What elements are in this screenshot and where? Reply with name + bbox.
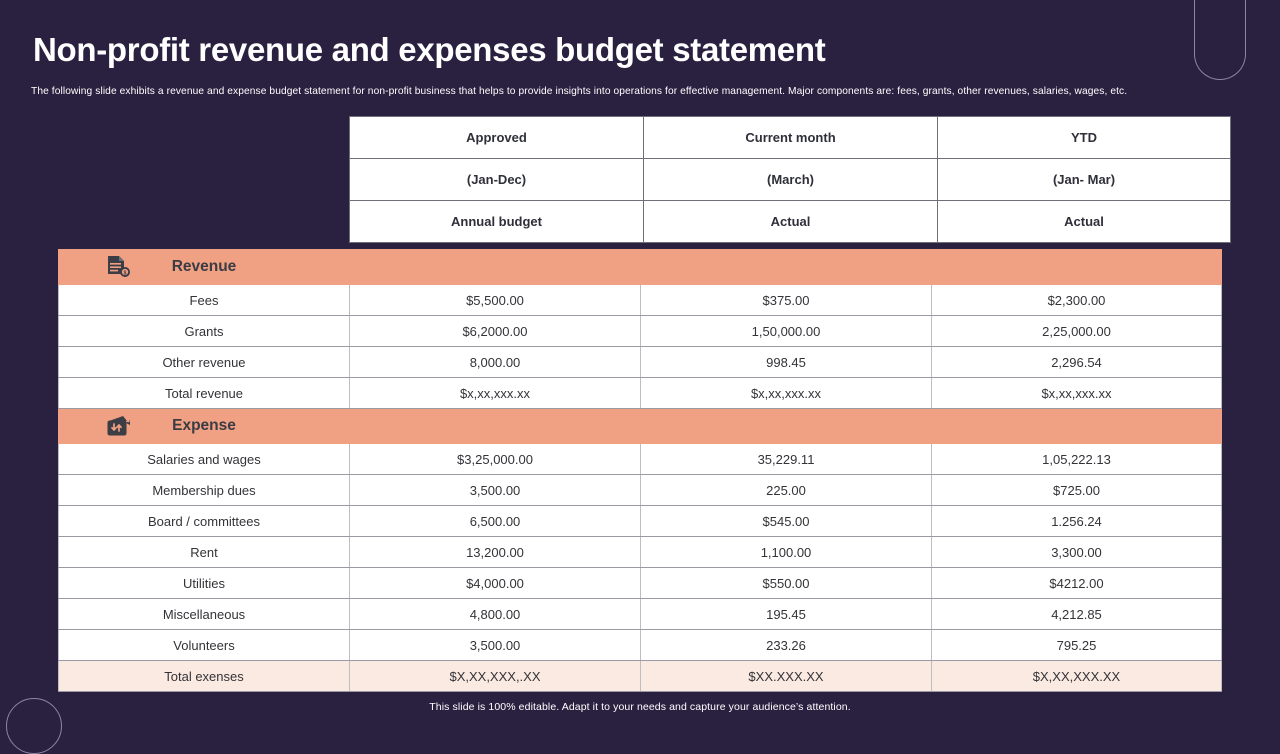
budget-row-annual: 3,500.00 (350, 475, 641, 506)
budget-row-annual: 6,500.00 (350, 506, 641, 537)
table-row (59, 599, 1222, 630)
table-row (59, 347, 1222, 378)
budget-row-current: $x,xx,xxx.xx (641, 378, 932, 409)
budget-row-annual: $4,000.00 (350, 568, 641, 599)
budget-row-current: 35,229.11 (641, 444, 932, 475)
budget-row-ytd: 3,300.00 (932, 537, 1222, 568)
budget-row-annual: $5,500.00 (350, 285, 641, 316)
budget-row-label: Total exenses (59, 661, 350, 692)
budget-row-current: 225.00 (641, 475, 932, 506)
page-title: Non-profit revenue and expenses budget statement (33, 31, 826, 68)
period-header-row (350, 201, 1231, 243)
budget-row-ytd: 795.25 (932, 630, 1222, 661)
budget-row-annual: $6,2000.00 (350, 316, 641, 347)
budget-row-annual: 4,800.00 (350, 599, 641, 630)
budget-row-annual: 8,000.00 (350, 347, 641, 378)
period-header-cell: (March) (644, 159, 938, 201)
budget-statement-table (58, 249, 1222, 692)
budget-row-ytd: $4212.00 (932, 568, 1222, 599)
budget-row-annual: $X,XX,XXX,.XX (350, 661, 641, 692)
table-row (59, 506, 1222, 537)
budget-row-ytd: $x,xx,xxx.xx (932, 378, 1222, 409)
budget-row-ytd: $X,XX,XXX.XX (932, 661, 1222, 692)
budget-section-empty-cell (641, 250, 932, 285)
budget-row-label: Salaries and wages (59, 444, 350, 475)
budget-row-label: Other revenue (59, 347, 350, 378)
budget-section-empty-cell (932, 250, 1222, 285)
budget-row-ytd: 1,05,222.13 (932, 444, 1222, 475)
slide-footer-note: This slide is 100% editable. Adapt it to your needs and capture your audience’s attention. (429, 701, 851, 713)
budget-row-current: 1,50,000.00 (641, 316, 932, 347)
page-subtitle: The following slide exhibits a revenue and expense budget statement for non-profit business that helps to provide insights into operations for effective management. Major components are: fees, grants, other revenues, salaries, wages, etc. (31, 86, 1128, 97)
table-row (59, 537, 1222, 568)
budget-section-title: Expense (172, 417, 236, 434)
period-header-table (349, 116, 1231, 243)
period-header-row (350, 159, 1231, 201)
period-header-cell: (Jan- Mar) (938, 159, 1231, 201)
budget-section-title: Revenue (171, 258, 237, 275)
period-header-cell: Current month (644, 117, 938, 159)
budget-row-current: $545.00 (641, 506, 932, 537)
period-header-cell: Approved (350, 117, 644, 159)
period-header-cell: Annual budget (350, 201, 644, 243)
budget-row-label: Rent (59, 537, 350, 568)
budget-row-ytd: $2,300.00 (932, 285, 1222, 316)
budget-row-ytd: 1.256.24 (932, 506, 1222, 537)
budget-row-annual: $x,xx,xxx.xx (350, 378, 641, 409)
table-row (59, 378, 1222, 409)
period-header-cell: YTD (938, 117, 1231, 159)
budget-row-annual: $3,25,000.00 (350, 444, 641, 475)
table-row (59, 316, 1222, 347)
budget-row-ytd: 2,25,000.00 (932, 316, 1222, 347)
table-row (59, 568, 1222, 599)
budget-row-label: Membership dues (59, 475, 350, 506)
budget-section-empty-cell (932, 409, 1222, 444)
budget-row-label: Total revenue (59, 378, 350, 409)
budget-row-current: $XX.XXX.XX (641, 661, 932, 692)
budget-row-current: $550.00 (641, 568, 932, 599)
budget-row-label: Miscellaneous (59, 599, 350, 630)
budget-row-label: Board / committees (59, 506, 350, 537)
budget-row-current: 998.45 (641, 347, 932, 378)
table-row (59, 285, 1222, 316)
budget-row-label: Utilities (59, 568, 350, 599)
table-row (59, 475, 1222, 506)
budget-section-empty-cell (641, 409, 932, 444)
budget-section-header-row (59, 250, 1222, 285)
table-row (59, 661, 1222, 692)
budget-row-label: Fees (59, 285, 350, 316)
budget-row-current: $375.00 (641, 285, 932, 316)
document-coin-icon (106, 255, 132, 279)
budget-row-annual: 13,200.00 (350, 537, 641, 568)
budget-row-label: Grants (59, 316, 350, 347)
budget-section-label-cell (59, 250, 350, 285)
period-header-row (350, 117, 1231, 159)
table-row (59, 630, 1222, 661)
svg-text:$: $ (123, 270, 127, 277)
budget-row-annual: 3,500.00 (350, 630, 641, 661)
decorative-arch-shape (1194, 0, 1246, 80)
budget-section-label-cell (59, 409, 350, 444)
budget-row-current: 1,100.00 (641, 537, 932, 568)
period-header-cell: (Jan-Dec) (350, 159, 644, 201)
budget-row-current: 233.26 (641, 630, 932, 661)
budget-row-ytd: $725.00 (932, 475, 1222, 506)
budget-row-label: Volunteers (59, 630, 350, 661)
budget-row-current: 195.45 (641, 599, 932, 630)
budget-row-ytd: 2,296.54 (932, 347, 1222, 378)
period-header-cell: Actual (938, 201, 1231, 243)
wallet-arrows-icon (106, 414, 132, 438)
budget-row-ytd: 4,212.85 (932, 599, 1222, 630)
table-row (59, 444, 1222, 475)
budget-section-empty-cell (350, 409, 641, 444)
period-header-cell: Actual (644, 201, 938, 243)
budget-section-header-row (59, 409, 1222, 444)
budget-section-empty-cell (350, 250, 641, 285)
